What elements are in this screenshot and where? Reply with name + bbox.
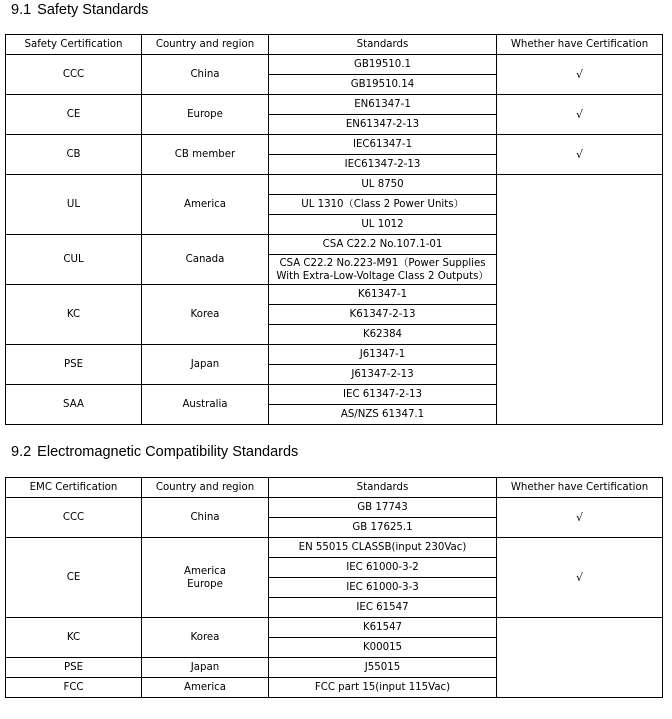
standard-cell: CSA C22.2 No.223-M91（Power Supplies With Extra-Low-Voltage Class 2 Outputs）: [269, 255, 497, 285]
region-cell: Australia: [142, 385, 269, 425]
certification-cell: CE: [6, 95, 142, 135]
region-cell: China: [142, 498, 269, 538]
standard-cell: EN61347-2-13: [269, 115, 497, 135]
standard-cell: GB 17625.1: [269, 518, 497, 538]
standard-cell: EN61347-1: [269, 95, 497, 115]
region-cell: Korea: [142, 285, 269, 345]
standard-cell: J55015: [269, 658, 497, 678]
standard-cell: K61547: [269, 618, 497, 638]
header-standards: Standards: [269, 35, 497, 55]
standard-cell: EN 55015 CLASSB(input 230Vac): [269, 538, 497, 558]
standard-cell: K61347-1: [269, 285, 497, 305]
certification-cell: CUL: [6, 235, 142, 285]
certification-cell: UL: [6, 175, 142, 235]
table-row: [6, 135, 663, 155]
standard-cell: UL 8750: [269, 175, 497, 195]
region-cell: America Europe: [142, 538, 269, 618]
header-country-region: Country and region: [142, 478, 269, 498]
standard-cell: AS/NZS 61347.1: [269, 405, 497, 425]
table-row: [6, 175, 663, 195]
certification-cell: PSE: [6, 345, 142, 385]
region-cell: Japan: [142, 345, 269, 385]
region-cell: Korea: [142, 618, 269, 658]
standard-cell: K61347-2-13: [269, 305, 497, 325]
certified-check-cell: [497, 175, 663, 425]
header-standards: Standards: [269, 478, 497, 498]
standard-cell: IEC61347-1: [269, 135, 497, 155]
certification-cell: CB: [6, 135, 142, 175]
table-row: [6, 618, 663, 638]
standard-cell: IEC 61347-2-13: [269, 385, 497, 405]
standard-cell: IEC 61000-3-2: [269, 558, 497, 578]
table-row: [6, 95, 663, 115]
standard-cell: GB19510.14: [269, 75, 497, 95]
header-certification: Safety Certification: [6, 35, 142, 55]
emc-section-heading: Electromagnetic Compatibility Standards: [37, 444, 299, 460]
table-header-row: [6, 35, 663, 55]
region-cell: America: [142, 175, 269, 235]
safety-standards-table: [5, 34, 663, 425]
standard-cell: GB 17743: [269, 498, 497, 518]
certification-cell: CCC: [6, 55, 142, 95]
region-cell: Japan: [142, 658, 269, 678]
certified-check-cell: √: [497, 95, 663, 135]
standard-cell: UL 1012: [269, 215, 497, 235]
certification-cell: CE: [6, 538, 142, 618]
table-row: [6, 538, 663, 558]
certification-cell: KC: [6, 618, 142, 658]
certification-cell: FCC: [6, 678, 142, 698]
standard-cell: IEC 61547: [269, 598, 497, 618]
region-cell: China: [142, 55, 269, 95]
standard-cell: J61347-1: [269, 345, 497, 365]
region-cell: Canada: [142, 235, 269, 285]
certified-check-cell: √: [497, 55, 663, 95]
standard-cell: K62384: [269, 325, 497, 345]
standard-cell: IEC 61000-3-3: [269, 578, 497, 598]
certification-cell: CCC: [6, 498, 142, 538]
emc-section-title: [11, 443, 298, 461]
safety-section-title: [11, 1, 148, 19]
header-certification: EMC Certification: [6, 478, 142, 498]
header-country-region: Country and region: [142, 35, 269, 55]
standard-cell: FCC part 15(input 115Vac): [269, 678, 497, 698]
standard-cell: J61347-2-13: [269, 365, 497, 385]
standard-cell: UL 1310（Class 2 Power Units）: [269, 195, 497, 215]
standard-cell: GB19510.1: [269, 55, 497, 75]
table-header-row: [6, 478, 663, 498]
certified-check-cell: √: [497, 538, 663, 618]
certification-cell: KC: [6, 285, 142, 345]
region-cell: CB member: [142, 135, 269, 175]
region-cell: America: [142, 678, 269, 698]
table-row: [6, 498, 663, 518]
certification-cell: SAA: [6, 385, 142, 425]
emc-standards-table: [5, 477, 663, 698]
table-row: [6, 55, 663, 75]
emc-section-number: 9.2: [11, 444, 32, 460]
certification-cell: PSE: [6, 658, 142, 678]
certified-check-cell: √: [497, 135, 663, 175]
certified-check-cell: [497, 618, 663, 698]
safety-section-number: 9.1: [11, 2, 32, 18]
header-certified: Whether have Certification: [497, 478, 663, 498]
standard-cell: CSA C22.2 No.107.1-01: [269, 235, 497, 255]
standard-cell: IEC61347-2-13: [269, 155, 497, 175]
header-certified: Whether have Certification: [497, 35, 663, 55]
safety-section-heading: Safety Standards: [37, 2, 149, 18]
certified-check-cell: √: [497, 498, 663, 538]
standard-cell: K00015: [269, 638, 497, 658]
region-cell: Europe: [142, 95, 269, 135]
